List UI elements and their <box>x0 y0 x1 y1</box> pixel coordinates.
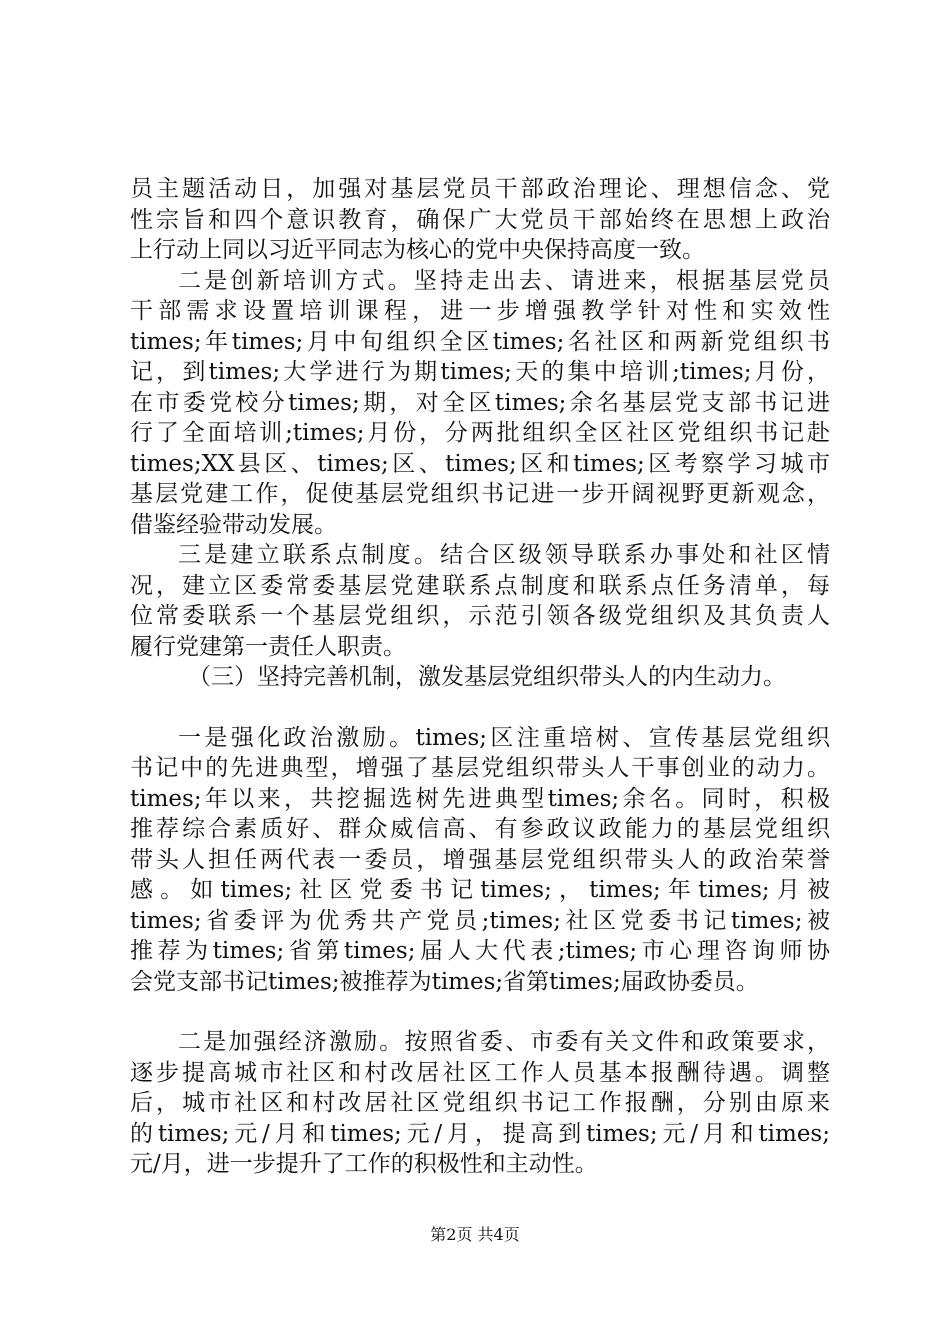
text-line: 书记中的先进典型，增强了基层党组织带头人干事创业的动力。 <box>130 755 830 781</box>
text-line: 逐步提高城市社区和村改居社区工作人员基本报酬待遇。调整 <box>130 1059 830 1086</box>
text-line: 带头人担任两代表一委员，增强基层党组织带头人的政治荣誉 <box>130 846 830 873</box>
text-line: times;年以来，共挖掘选树先进典型times;余名。同时，积极 <box>130 785 830 812</box>
text-line: 员主题活动日，加强对基层党员干部政治理论、理想信念、党 <box>130 176 830 202</box>
text-line: 会党支部书记times;被推荐为times;省第times;届政协委员。 <box>130 968 759 995</box>
text-line: 感。如times;社区党委书记times;，times;年times;月被 <box>130 877 830 903</box>
text-line: times;XX县区、times;区、times;区和times;区考察学习城市 <box>130 450 830 477</box>
text-line: 在市委党校分times;期，对全区times;余名基层党支部书记进 <box>130 389 830 416</box>
text-line: times;省委评为优秀共产党员;times;社区党委书记times;被 <box>130 907 830 934</box>
paragraph <box>130 723 830 998</box>
text-line: 位常委联系一个基层党组织，示范引领各级党组织及其负责人 <box>130 603 830 629</box>
paragraph-gap <box>130 997 830 1027</box>
paragraph-gap <box>130 693 830 723</box>
text-line: 二是创新培训方式。坚持走出去、请进来，根据基层党员 <box>178 267 830 294</box>
text-line: 借鉴经验带动发展。 <box>130 511 337 538</box>
text-line: 干部需求设置培训课程，进一步增强教学针对性和实效性 <box>130 298 830 324</box>
paragraph <box>130 174 830 266</box>
text-line: 的times;元/月和times;元/月，提高到times;元/月和times; <box>130 1120 830 1147</box>
page-footer: 第2页 共4页 <box>430 1225 520 1244</box>
text-line: 行了全面培训;times;月份，分两批组织全区社区党组织书记赴 <box>130 420 830 446</box>
text-line: （三）坚持完善机制，激发基层党组织带头人的内生动力。 <box>188 664 786 690</box>
text-line: 推荐为times;省第times;届人大代表;times;市心理咨询师协 <box>130 938 830 964</box>
paragraph <box>130 266 830 541</box>
text-line: 二是加强经济激励。按照省委、市委有关文件和政策要求， <box>178 1029 830 1055</box>
paragraph <box>130 540 830 662</box>
text-line: 性宗旨和四个意识教育，确保广大党员干部始终在思想上政治 <box>130 206 830 233</box>
text-line: times;年times;月中旬组织全区times;名社区和两新党组织书 <box>130 328 830 355</box>
paragraph <box>130 1027 830 1180</box>
text-line: 况，建立区委常委基层党建联系点制度和联系点任务清单，每 <box>130 572 830 599</box>
document-body <box>130 174 830 1180</box>
section-heading <box>130 662 830 693</box>
text-line: 三是建立联系点制度。结合区级领导联系办事处和社区情 <box>178 542 830 568</box>
text-line: 上行动上同以习近平同志为核心的党中央保持高度一致。 <box>130 237 705 263</box>
text-line: 元/月，进一步提升了工作的积极性和主动性。 <box>130 1151 598 1177</box>
text-line: 推荐综合素质好、群众威信高、有参政议政能力的基层党组织 <box>130 816 830 842</box>
text-line: 一是强化政治激励。times;区注重培树、宣传基层党组织 <box>178 724 830 751</box>
text-line: 基层党建工作，促使基层党组织书记进一步开阔视野更新观念， <box>130 481 830 507</box>
text-line: 记，到times;大学进行为期times;天的集中培训;times;月份， <box>130 359 830 385</box>
text-line: 后，城市社区和村改居社区党组织书记工作报酬，分别由原来 <box>130 1090 830 1116</box>
text-line: 履行党建第一责任人职责。 <box>130 633 406 660</box>
